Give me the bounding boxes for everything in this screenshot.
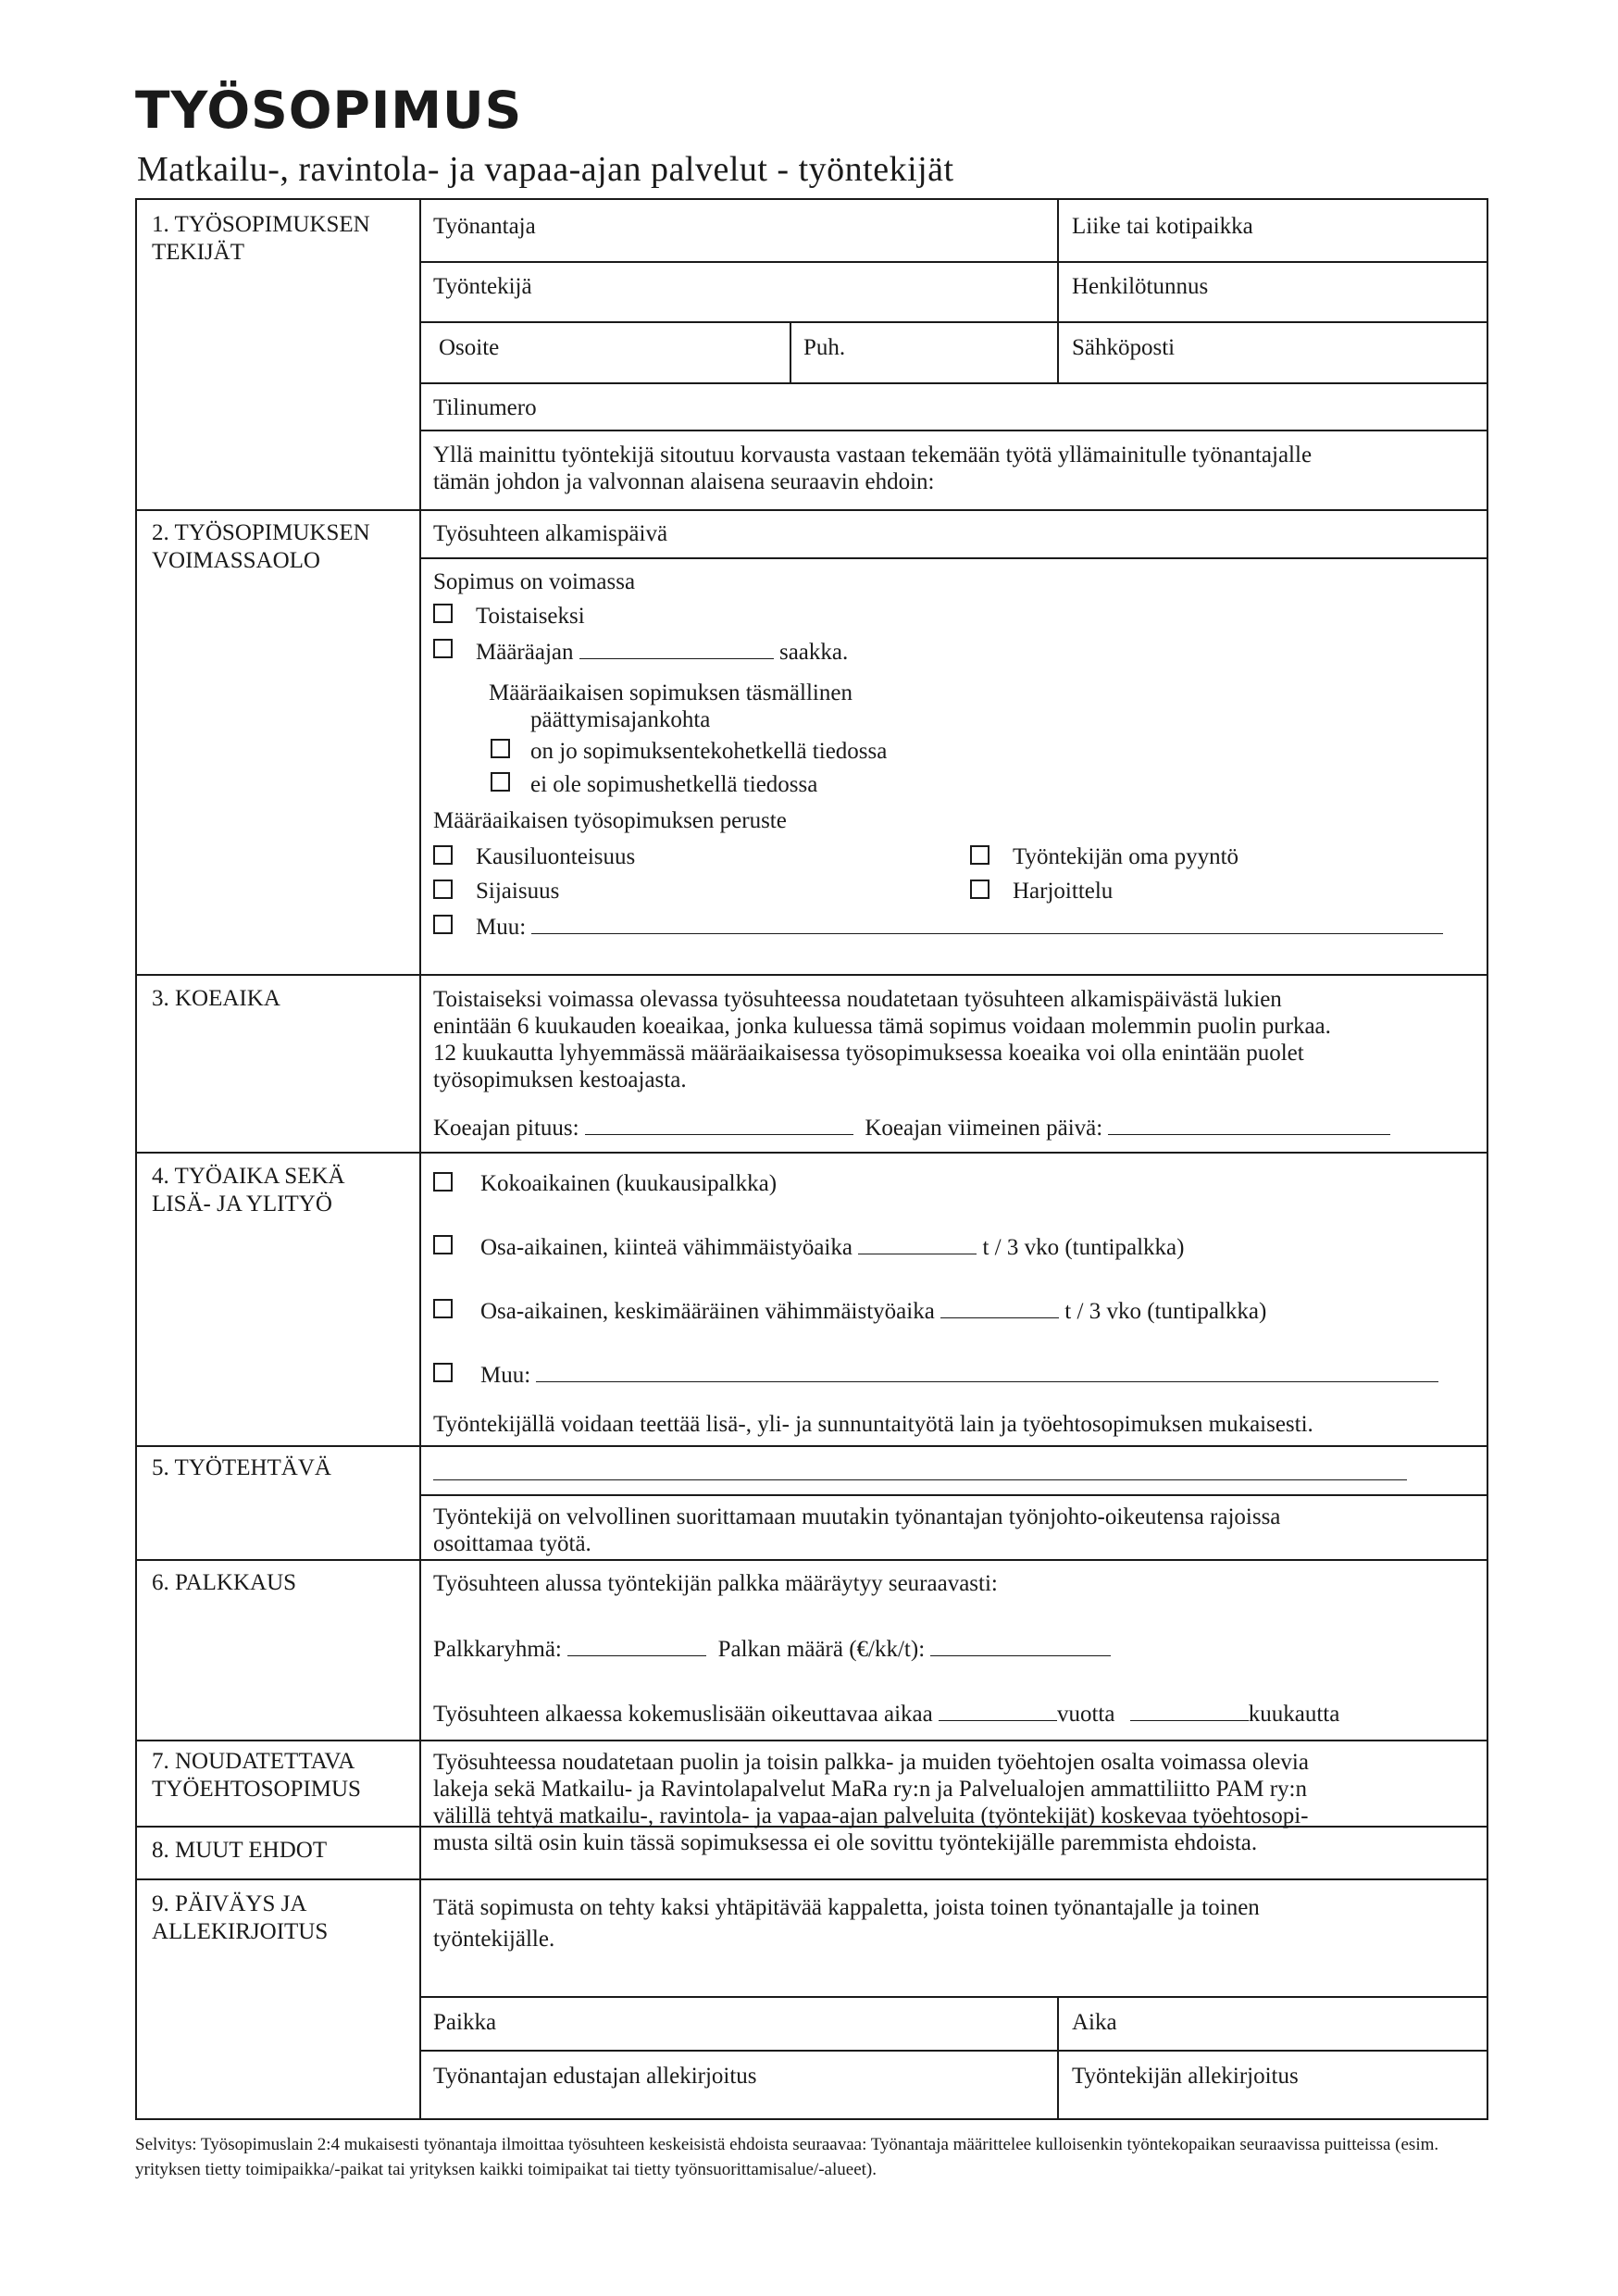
section-divider <box>137 509 1488 511</box>
section-5-title: 5. TYÖTEHTÄVÄ <box>152 1455 331 1480</box>
job-task-input[interactable] <box>433 1459 1407 1480</box>
probation-text: Toistaiseksi voimassa olevassa työsuhteessa noudatetaan työsuhteen alkamispäivästä lukien enintään 6 kuukauden koeaikaa, jonka kuluessa tämä sopimus voidaan molemmin puolin purkaa. 12 kuukautta lyhyemmässä määräaikaisessa työsopimuksessa koeaika voi olla enintään puolet työsopimuksen kestoajasta. <box>433 987 1331 1092</box>
probation-length-input[interactable] <box>585 1114 853 1135</box>
section-1-title: 1. TYÖSOPIMUKSEN TEKIJÄT <box>152 212 370 265</box>
address-field[interactable]: Osoite <box>439 335 500 360</box>
probation-last-day-input[interactable] <box>1108 1114 1390 1135</box>
section-9-title: 9. PÄIVÄYS JA ALLEKIRJOITUS <box>152 1891 329 1944</box>
footnote: Selvitys: Työsopimuslain 2:4 mukaisesti työnantaja ilmoittaa työsuhteen keskeisistä ehdoista seuraavaa: Työnantaja määrittelee kulloisenkin työntekopaikan seuraavissa puitteissa (esim. yrityksen tietty toimipaikka/-paikat tai yrityksen kaikki toimipaikat tai tietty työnsuorittamisalue/-alueet). <box>135 2135 1439 2179</box>
location-field[interactable]: Liike tai kotipaikka <box>1072 214 1253 239</box>
experience-months-input[interactable] <box>1130 1700 1249 1721</box>
other-basis-checkbox[interactable] <box>433 915 453 934</box>
contract-form <box>135 198 1488 2120</box>
row-divider <box>419 557 1488 559</box>
salary-intro: Työsuhteen alussa työntekijän palkka määräytyy seuraavasti: <box>433 1571 998 1596</box>
employee-field[interactable]: Työntekijä <box>433 274 532 299</box>
section-2-title: 2. TYÖSOPIMUKSEN VOIMASSAOLO <box>152 520 370 573</box>
job-task-text: Työntekijä on velvollinen suorittamaan muutakin työnantajan työnjohto-oikeutensa rajoissa osoittamaa työtä. <box>433 1504 1281 1556</box>
section-divider <box>137 974 1488 976</box>
row-divider <box>419 430 1488 431</box>
seasonal-checkbox[interactable] <box>433 845 453 865</box>
document-title: TYÖSOPIMUS <box>135 81 523 140</box>
basis-heading: Määräaikaisen työsopimuksen peruste <box>433 808 787 833</box>
other-basis-input[interactable] <box>531 913 1443 934</box>
section-divider <box>137 1559 1488 1561</box>
row-divider <box>419 1494 1488 1496</box>
section-6-title: 6. PALKKAUS <box>152 1570 297 1595</box>
other-basis-label: Muu: <box>476 913 1443 941</box>
section-divider <box>137 1445 1488 1447</box>
phone-field[interactable]: Puh. <box>803 335 846 360</box>
employee-signature-field[interactable]: Työntekijän allekirjoitus <box>1072 2064 1299 2089</box>
section-divider <box>137 1152 1488 1154</box>
other-terms-field[interactable] <box>421 1828 1488 1878</box>
row-divider <box>419 321 1488 323</box>
indefinite-label: Toistaiseksi <box>476 604 585 629</box>
row-divider <box>419 261 1488 263</box>
seasonal-label: Kausiluonteisuus <box>476 844 636 869</box>
end-unknown-label: ei ole sopimushetkellä tiedossa <box>530 772 818 797</box>
indefinite-checkbox[interactable] <box>433 604 453 623</box>
section-4-title: 4. TYÖAIKA SEKÄ LISÄ- JA YLITYÖ <box>152 1164 345 1217</box>
row-divider <box>419 382 1488 384</box>
cell-divider <box>1057 200 1059 382</box>
end-unknown-checkbox[interactable] <box>491 772 510 792</box>
section-divider <box>137 1878 1488 1880</box>
row-divider <box>419 2050 1488 2052</box>
collective-agreement-text: Työsuhteessa noudatetaan puolin ja toisin palkka- ja muiden työehtojen osalta voimassa olevia lakeja sekä Matkailu- ja Ravintolapalvelut MaRa ry:n ja Palvelualojen ammattiliitto PAM ry:n välillä tehtyä matkailu-, ravintola- ja vapaa-ajan palveluita (työntekijät) koskevaa työehtosopi- musta siltä osin kuin tässä sopimuksessa ei ole sovittu työntekijälle paremmista ehdoista. <box>433 1750 1309 1855</box>
substitute-label: Sijaisuus <box>476 879 560 904</box>
commitment-statement: Yllä mainittu työntekijä sitoutuu korvausta vastaan tekemään työtä yllämainitulle työnantajalle tämän johdon ja valvonnan alaisena seuraavin ehdoin: <box>433 443 1313 494</box>
trainee-label: Harjoittelu <box>1013 879 1114 904</box>
trainee-checkbox[interactable] <box>970 880 989 899</box>
part-time-fixed-checkbox[interactable] <box>433 1235 453 1254</box>
other-worktime-checkbox[interactable] <box>433 1363 453 1382</box>
account-field[interactable]: Tilinumero <box>433 395 537 420</box>
start-date-field[interactable]: Työsuhteen alkamispäivä <box>433 521 668 546</box>
end-known-label: on jo sopimuksentekohetkellä tiedossa <box>530 739 888 764</box>
overtime-text: Työntekijällä voidaan teettää lisä-, yli- ja sunnuntaityötä lain ja työehtosopimuksen mukaisesti. <box>433 1412 1313 1437</box>
own-request-checkbox[interactable] <box>970 845 989 865</box>
employer-signature-field[interactable]: Työnantajan edustajan allekirjoitus <box>433 2064 757 2089</box>
fixed-term-date-input[interactable] <box>579 638 774 659</box>
document-subtitle: Matkailu-, ravintola- ja vapaa-ajan palvelut - työntekijät <box>137 150 954 189</box>
salary-fields: Palkkaryhmä: Palkan määrä (€/kk/t): <box>433 1635 1111 1663</box>
end-date-heading: Määräaikaisen sopimuksen täsmällinen päättymisajankohta <box>489 680 853 732</box>
part-time-average-label: Osa-aikainen, keskimääräinen vähimmäistyöaika t / 3 vko (tuntipalkka) <box>480 1299 1267 1324</box>
probation-fields: Koeajan pituus: Koeajan viimeinen päivä: <box>433 1114 1390 1142</box>
section-3-title: 3. KOEAIKA <box>152 986 280 1011</box>
own-request-label: Työntekijän oma pyyntö <box>1013 844 1239 869</box>
ssn-field[interactable]: Henkilötunnus <box>1072 274 1209 299</box>
email-field[interactable]: Sähköposti <box>1072 335 1176 360</box>
section-7-title: 7. NOUDATETTAVA TYÖEHTOSOPIMUS <box>152 1749 361 1802</box>
fixed-term-checkbox[interactable] <box>433 639 453 658</box>
salary-group-input[interactable] <box>567 1635 706 1656</box>
part-time-fixed-hours-input[interactable] <box>858 1233 977 1254</box>
time-field[interactable]: Aika <box>1072 2010 1117 2035</box>
fixed-term-label: Määräajan saakka. <box>476 640 849 665</box>
validity-label: Sopimus on voimassa <box>433 569 636 594</box>
part-time-fixed-label: Osa-aikainen, kiinteä vähimmäistyöaika t / 3 vko (tuntipalkka) <box>480 1235 1185 1260</box>
part-time-average-checkbox[interactable] <box>433 1299 453 1318</box>
other-worktime-label: Muu: <box>480 1361 1438 1389</box>
row-divider <box>419 1996 1488 1998</box>
section-divider <box>137 1740 1488 1741</box>
other-worktime-input[interactable] <box>536 1361 1438 1382</box>
cell-divider <box>790 321 791 382</box>
full-time-label: Kokoaikainen (kuukausipalkka) <box>480 1171 778 1196</box>
salary-amount-input[interactable] <box>930 1635 1111 1656</box>
experience-years-input[interactable] <box>939 1700 1057 1721</box>
substitute-checkbox[interactable] <box>433 880 453 899</box>
cell-divider <box>1057 1996 1059 2120</box>
full-time-checkbox[interactable] <box>433 1172 453 1192</box>
copies-text: Tätä sopimusta on tehty kaksi yhtäpitävää kappaletta, joista toinen työnantajalle ja toinen työntekijälle. <box>433 1895 1260 1952</box>
part-time-average-hours-input[interactable] <box>940 1297 1059 1318</box>
place-field[interactable]: Paikka <box>433 2010 497 2035</box>
employer-field[interactable]: Työnantaja <box>433 214 536 239</box>
end-known-checkbox[interactable] <box>491 739 510 758</box>
section-8-title: 8. MUUT EHDOT <box>152 1838 328 1863</box>
experience-fields: Työsuhteen alkaessa kokemuslisään oikeuttavaa aikaa vuotta kuukautta <box>433 1702 1340 1727</box>
